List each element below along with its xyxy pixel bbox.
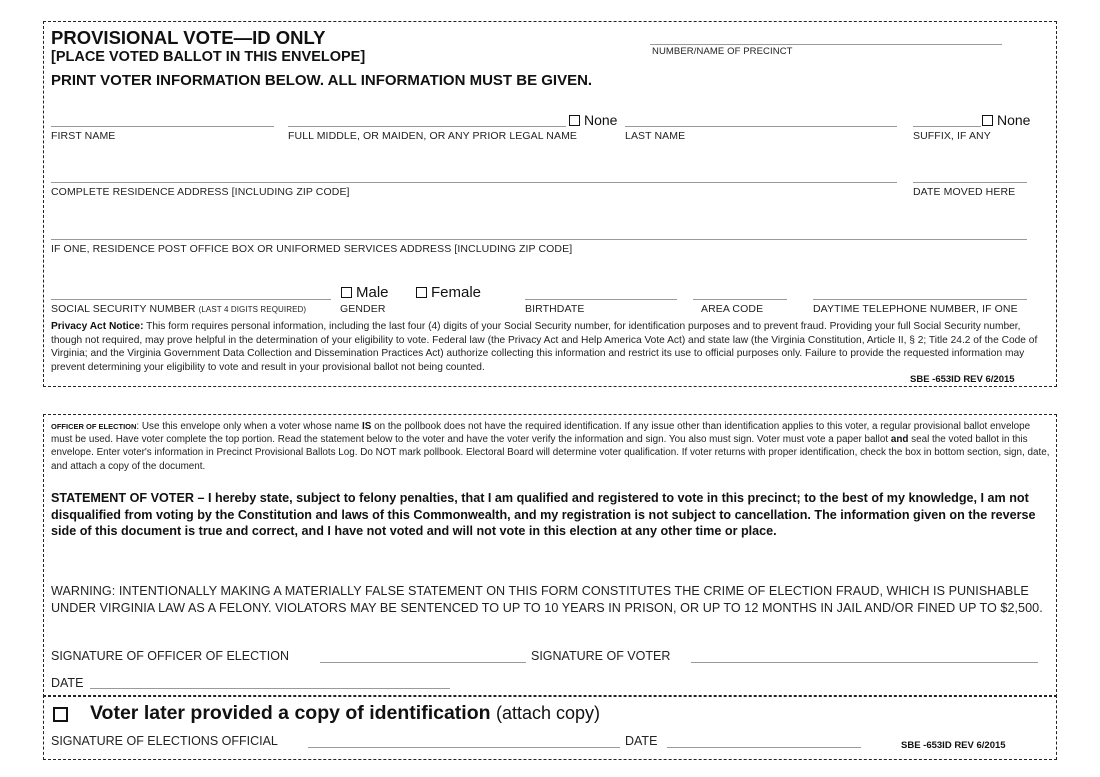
date2-label: DATE bbox=[625, 734, 658, 748]
ssn-field[interactable] bbox=[51, 299, 331, 300]
suffix-none-label: None bbox=[997, 112, 1031, 128]
birthdate-field[interactable] bbox=[525, 299, 677, 300]
middle-name-field[interactable] bbox=[288, 126, 566, 127]
id-later-note: (attach copy) bbox=[495, 703, 600, 723]
first-name-label: FIRST NAME bbox=[51, 130, 116, 142]
middle-none-checkbox[interactable] bbox=[569, 112, 617, 128]
po-box-label: IF ONE, RESIDENCE POST OFFICE BOX OR UNIFORMED SERVICES ADDRESS [INCLUDING ZIP CODE] bbox=[51, 243, 573, 255]
female-checkbox[interactable] bbox=[416, 284, 481, 301]
ssn-note: (LAST 4 DIGITS REQUIRED) bbox=[198, 305, 307, 314]
male-checkbox[interactable] bbox=[341, 284, 389, 301]
instruction-text: PRINT VOTER INFORMATION BELOW. ALL INFORMATION MUST BE GIVEN. bbox=[51, 72, 593, 89]
privacy-heading: Privacy Act Notice: bbox=[51, 321, 144, 332]
precinct-line[interactable] bbox=[650, 44, 1002, 45]
area-code-field[interactable] bbox=[693, 299, 787, 300]
residence-address-label: COMPLETE RESIDENCE ADDRESS [INCLUDING ZIP CODE] bbox=[51, 186, 350, 198]
date2-field[interactable] bbox=[667, 747, 861, 748]
voter-signature-label: SIGNATURE OF VOTER bbox=[531, 649, 671, 663]
voter-statement: STATEMENT OF VOTER – I hereby state, subject to felony penalties, that I am qualified and registered to vote in this precinct; to the best of my knowledge, I am not disqualified from voting by the Constitution and laws of this Commonwealth, and my registration is not subject to cancellation. The information given on the reverse side of this document is true and correct, and I have not voted and will not vote in this election at any other time or place. bbox=[51, 491, 1036, 538]
suffix-none-checkbox[interactable] bbox=[982, 112, 1030, 128]
checkbox-icon bbox=[982, 115, 993, 126]
checkbox-icon bbox=[341, 287, 352, 298]
precinct-label: NUMBER/NAME OF PRECINCT bbox=[652, 46, 793, 57]
checkbox-icon bbox=[53, 707, 68, 722]
date-label: DATE bbox=[51, 676, 84, 690]
officer-signature-field[interactable] bbox=[320, 662, 526, 663]
last-name-field[interactable] bbox=[625, 126, 897, 127]
male-label: Male bbox=[356, 284, 389, 301]
ssn-label-text: SOCIAL SECURITY NUMBER bbox=[51, 303, 196, 315]
privacy-notice bbox=[51, 320, 1049, 376]
id-later-text bbox=[90, 702, 600, 725]
area-code-label: AREA CODE bbox=[701, 303, 764, 315]
officer-text-1: : Use this envelope only when a voter whose name bbox=[136, 421, 363, 432]
officer-instructions bbox=[51, 420, 1051, 473]
officer-text-3: seal the voted ballot in this envelope. Enter voter's information in Precinct Provisional Ballots Log. Do NOT mark pollbook. Electoral Board will determine voter qualification. If voter returns with proper identification, check the box in bottom section, sign, date, and attach a copy of the document. bbox=[51, 434, 1050, 472]
checkbox-icon bbox=[416, 287, 427, 298]
date-field[interactable] bbox=[90, 688, 450, 689]
official-signature-field[interactable] bbox=[308, 747, 620, 748]
officer-text-2: on the pollbook does not have the required identification. If any issue other than identification applies to this voter, a regular provisional ballot envelope must be used. Have voter complete the top portion. Read the statement below to the voter and have the voter verify the information and sign. You also must sign. Voter must vote a paper ballot bbox=[51, 421, 1031, 446]
form-title: PROVISIONAL VOTE—ID ONLY bbox=[51, 27, 326, 48]
gender-label: GENDER bbox=[340, 303, 386, 315]
officer-signature-label: SIGNATURE OF OFFICER OF ELECTION bbox=[51, 649, 289, 663]
date-moved-label: DATE MOVED HERE bbox=[913, 186, 1016, 198]
residence-address-field[interactable] bbox=[51, 182, 897, 183]
first-name-field[interactable] bbox=[51, 126, 274, 127]
officer-and: and bbox=[890, 434, 909, 446]
po-box-field[interactable] bbox=[51, 239, 1027, 240]
middle-name-label: FULL MIDDLE, OR MAIDEN, OR ANY PRIOR LEGAL NAME bbox=[288, 130, 578, 142]
phone-label: DAYTIME TELEPHONE NUMBER, IF ONE bbox=[813, 303, 1018, 315]
suffix-field[interactable] bbox=[913, 126, 981, 127]
ssn-label bbox=[51, 303, 306, 315]
middle-none-label: None bbox=[584, 112, 618, 128]
suffix-label: SUFFIX, IF ANY bbox=[913, 130, 991, 142]
form-subtitle: [PLACE VOTED BALLOT IN THIS ENVELOPE] bbox=[51, 49, 366, 65]
female-label: Female bbox=[431, 284, 482, 301]
checkbox-icon bbox=[569, 115, 580, 126]
date-moved-field[interactable] bbox=[913, 182, 1027, 183]
privacy-text: This form requires personal information, including the last four (4) digits of your Social Security number, for identification purposes and to prevent fraud. Providing your full Social Security number, though not required, may prove helpful in the determination of your eligibility to vote. Federal law (the Privacy Act and Help America Vote Act) and state law (the Virginia Constitution, Article II, § 2; Title 24.2 of the Code of Virginia; and the Virginia Government Data Collection and Dissemination Practices Act) authorize collecting this information and restrict its use to official purposes only. Failure to provide the requested information may prevent determining your eligibility to vote and result in your provisional ballot not being counted. bbox=[51, 321, 1038, 373]
warning-text: WARNING: INTENTIONALLY MAKING A MATERIALLY FALSE STATEMENT ON THIS FORM CONSTITUTES THE CRIME OF ELECTION FRAUD, WHICH IS PUNISHABLE UNDER VIRGINIA LAW AS A FELONY. VIOLATORS MAY BE SENTENCED TO UP TO 10 YEARS IN PRISON, OR UP TO 12 MONTHS IN JAIL AND/OR FINED UP TO $2,500. bbox=[51, 584, 1043, 615]
bottom-form-code: SBE -653ID REV 6/2015 bbox=[901, 740, 1006, 751]
officer-heading: OFFICER OF ELECTION bbox=[51, 422, 137, 431]
official-signature-label: SIGNATURE OF ELECTIONS OFFICIAL bbox=[51, 734, 278, 748]
voter-signature-field[interactable] bbox=[691, 662, 1038, 663]
phone-field[interactable] bbox=[813, 299, 1027, 300]
id-later-bold: Voter later provided a copy of identification bbox=[90, 702, 491, 724]
birthdate-label: BIRTHDATE bbox=[525, 303, 585, 315]
id-later-checkbox[interactable] bbox=[53, 704, 68, 727]
top-form-code: SBE -653ID REV 6/2015 bbox=[906, 374, 1015, 385]
last-name-label: LAST NAME bbox=[625, 130, 686, 142]
officer-is: IS bbox=[362, 421, 372, 432]
